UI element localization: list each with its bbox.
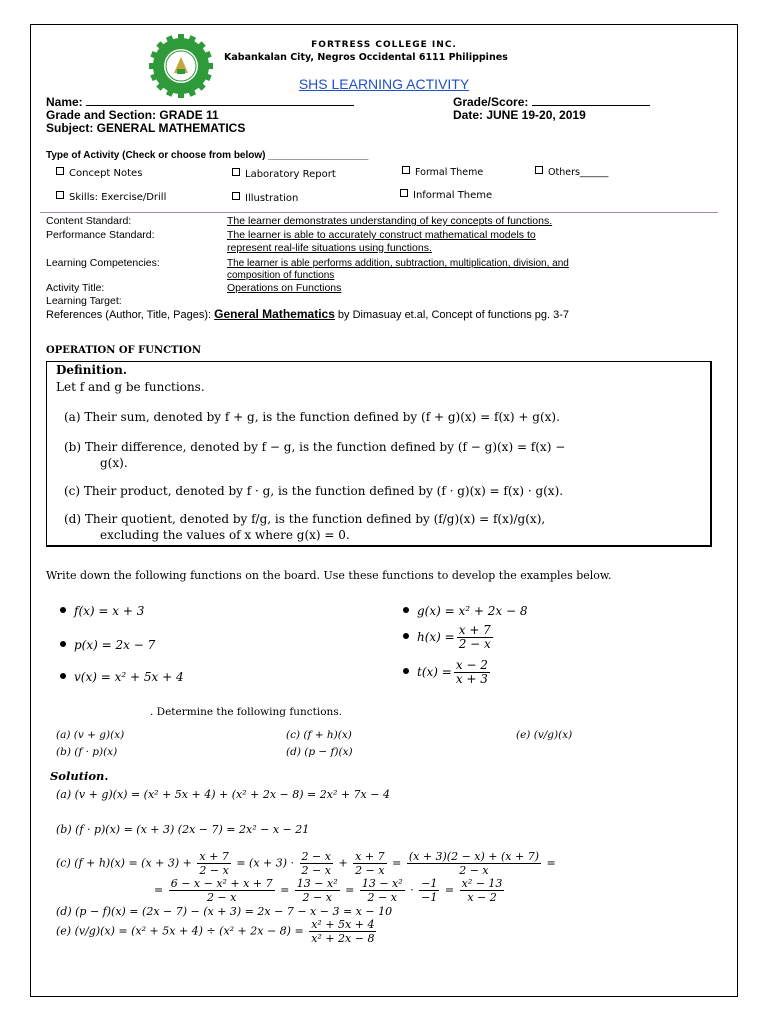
performance-standard-line1: The learner is able to accurately construct mathematical models to xyxy=(227,229,536,241)
instructions: Write down the following functions on the board. Use these functions to develop the examples below. xyxy=(46,569,612,582)
competencies-label: Learning Competencies: xyxy=(46,257,160,269)
section-divider xyxy=(40,212,718,213)
definition-product: (c) Their product, denoted by f · g, is the function defined by (f · g)(x) = f(x) · g(x). xyxy=(64,484,564,498)
option-formal-theme[interactable]: Formal Theme xyxy=(402,166,483,178)
definition-difference-2: g(x). xyxy=(100,456,128,470)
checkbox-icon[interactable] xyxy=(400,189,408,197)
task-instruction: . Determine the following functions. xyxy=(150,706,343,718)
content-standard-label: Content Standard: xyxy=(46,215,132,227)
solution-e: (e) (v/g)(x) = (x² + 5x + 4) ÷ (x² + 2x − 8) = $\frac{\text{x² + 5x + 4}}{\text{x² + 2x − 8}}$ xyxy=(56,918,375,945)
subject: Subject: GENERAL MATHEMATICS xyxy=(46,121,246,135)
checkbox-icon[interactable] xyxy=(535,166,543,174)
date: Date: JUNE 19-20, 2019 xyxy=(453,108,586,122)
learning-target-label: Learning Target: xyxy=(46,295,122,307)
content-standard-value: The learner demonstrates understanding of key concepts of functions. xyxy=(227,215,553,227)
problem-c: (c) (f + h)(x) xyxy=(286,729,352,741)
option-others[interactable]: Others______ xyxy=(535,166,608,178)
checkbox-icon[interactable] xyxy=(232,192,240,200)
grade-score-blank xyxy=(532,94,650,106)
problem-b: (b) (f · p)(x) xyxy=(56,746,118,758)
solution-heading: Solution. xyxy=(50,769,109,783)
definition-sum: (a) Their sum, denoted by f + g, is the function defined by (f + g)(x) = f(x) + g(x). xyxy=(64,410,560,424)
references-book: General Mathematics xyxy=(214,307,335,321)
definition-difference-1: (b) Their difference, denoted by f − g, is the function defined by (f − g)(x) = f(x) − xyxy=(64,440,566,454)
checkbox-icon[interactable] xyxy=(402,166,410,174)
option-informal-theme[interactable]: Informal Theme xyxy=(400,189,492,201)
solution-c-line1: (c) (f + h)(x) = (x + 3) + $\frac{x + 7}{2 - x}$ = (x + 3) · $\frac{2 - x}{2 - x}$ + $\frac{x + 7}{2 - x}$ = $\frac{(x + 3)(2 - x) + (x + 7)}{2 - x}$ = xyxy=(56,850,556,877)
checkbox-icon[interactable] xyxy=(232,168,240,176)
solution-b: (b) (f · p)(x) = (x + 3) (2x − 7) = 2x² − x − 21 xyxy=(56,823,310,836)
activity-title-label: Activity Title: xyxy=(46,282,105,294)
school-name: FORTRESS COLLEGE INC. xyxy=(311,40,457,50)
problem-a: (a) (v + g)(x) xyxy=(56,729,125,741)
name-blank xyxy=(86,94,354,106)
function-g: g(x) = x² + 2x − 8 xyxy=(403,604,527,618)
section-title: OPERATION OF FUNCTION xyxy=(46,345,202,356)
solution-d: (d) (p − f)(x) = (2x − 7) − (x + 3) = 2x − 7 − x − 3 = x − 10 xyxy=(56,905,393,918)
definition-intro: Let f and g be functions. xyxy=(56,380,205,394)
activity-title-value: Operations on Functions xyxy=(227,282,342,294)
bullet-icon xyxy=(60,673,66,679)
references xyxy=(46,307,569,321)
grade-score-label: Grade/Score: xyxy=(453,95,529,109)
function-h: h(x) = $\frac{x + 7}{2 - x}$ xyxy=(403,624,495,651)
activity-type-label: Type of Activity (Check or choose from below) __________________ xyxy=(46,150,369,161)
performance-standard-line2: represent real-life situations using functions. xyxy=(227,242,432,254)
references-label: References (Author, Title, Pages): xyxy=(46,309,212,321)
function-p: p(x) = 2x − 7 xyxy=(60,638,155,652)
bullet-icon xyxy=(60,641,66,647)
option-laboratory-report[interactable]: Laboratory Report xyxy=(232,168,336,180)
problem-d: (d) (p − f)(x) xyxy=(286,746,353,758)
definition-heading: Definition. xyxy=(56,363,128,377)
name-field[interactable] xyxy=(46,94,354,109)
bullet-icon xyxy=(403,668,409,674)
function-f: f(x) = x + 3 xyxy=(60,604,144,618)
checkbox-icon[interactable] xyxy=(56,167,64,175)
solution-c-line2: = $\frac{\text{6 − x − x² + x + 7}}{2 - x}$ = $\frac{\text{13 − x²}}{2 - x}$ = $\frac{\text{13 − x²}}{2 - x}$ · $\frac{-1}{-1}$ = $\frac{\text{x² − 13}}{x - 2}$ xyxy=(154,877,503,904)
bullet-icon xyxy=(60,607,66,613)
bullet-icon xyxy=(403,633,409,639)
activity-heading: SHS LEARNING ACTIVITY xyxy=(298,76,470,92)
bullet-icon xyxy=(403,607,409,613)
option-concept-notes[interactable]: Concept Notes xyxy=(56,167,142,179)
grade-score-field[interactable] xyxy=(453,94,650,109)
checkbox-icon[interactable] xyxy=(56,191,64,199)
definition-quotient-1: (d) Their quotient, denoted by f/g, is the function defined by (f/g)(x) = f(x)/g(x), xyxy=(64,512,546,526)
function-v: v(x) = x² + 5x + 4 xyxy=(60,670,184,684)
references-rest: by Dimasuay et.al, Concept of functions pg. 3-7 xyxy=(334,309,570,321)
solution-a: (a) (v + g)(x) = (x² + 5x + 4) + (x² + 2x − 8) = 2x² + 7x − 4 xyxy=(56,788,390,801)
option-skills-drill[interactable]: Skills: Exercise/Drill xyxy=(56,191,166,203)
competencies-line1: The learner is able performs addition, subtraction, multiplication, division, and xyxy=(227,258,569,269)
name-label: Name: xyxy=(46,95,83,109)
function-t: t(x) = $\frac{x - 2}{x + 3}$ xyxy=(403,659,492,686)
option-illustration[interactable]: Illustration xyxy=(232,192,298,204)
competencies-line2: composition of functions xyxy=(227,270,335,281)
performance-standard-label: Performance Standard: xyxy=(46,229,155,241)
school-location: Kabankalan City, Negros Occidental 6111 Philippines xyxy=(224,52,508,63)
problem-e: (e) (v/g)(x) xyxy=(516,729,573,741)
definition-quotient-2: excluding the values of x where g(x) = 0. xyxy=(100,528,350,542)
grade-section: Grade and Section: GRADE 11 xyxy=(46,108,219,122)
